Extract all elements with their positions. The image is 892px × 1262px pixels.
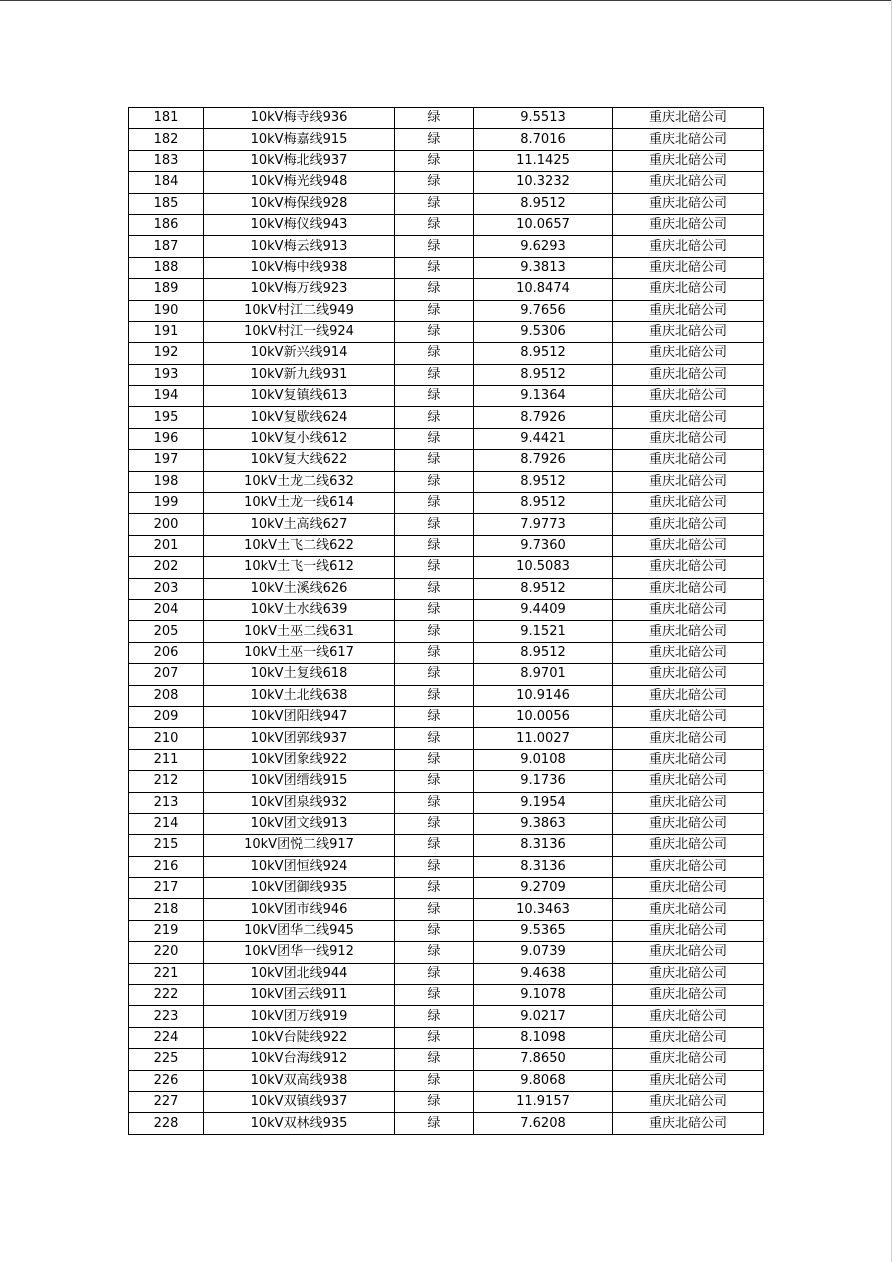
row-index: 220 [129, 942, 204, 963]
company-name: 重庆北碚公司 [613, 514, 764, 535]
line-value: 9.5365 [474, 920, 613, 941]
table-row [129, 835, 764, 856]
line-name: 10kV村江一线924 [204, 321, 395, 342]
row-index: 211 [129, 749, 204, 770]
line-name: 10kV双镇线937 [204, 1091, 395, 1112]
company-name: 重庆北碚公司 [613, 899, 764, 920]
table-row [129, 471, 764, 492]
table-row [129, 150, 764, 171]
row-index: 189 [129, 279, 204, 300]
line-value: 9.2709 [474, 878, 613, 899]
line-value: 9.0739 [474, 942, 613, 963]
table-row [129, 899, 764, 920]
row-index: 212 [129, 771, 204, 792]
status-color: 绿 [395, 172, 474, 193]
company-name: 重庆北碚公司 [613, 214, 764, 235]
row-index: 206 [129, 642, 204, 663]
table-row [129, 985, 764, 1006]
company-name: 重庆北碚公司 [613, 1006, 764, 1027]
line-value: 9.1078 [474, 985, 613, 1006]
company-name: 重庆北碚公司 [613, 963, 764, 984]
line-value: 9.0217 [474, 1006, 613, 1027]
line-value: 9.3863 [474, 813, 613, 834]
status-color: 绿 [395, 706, 474, 727]
status-color: 绿 [395, 129, 474, 150]
table-row [129, 664, 764, 685]
status-color: 绿 [395, 878, 474, 899]
company-name: 重庆北碚公司 [613, 150, 764, 171]
line-value: 8.9512 [474, 193, 613, 214]
line-value: 8.9512 [474, 578, 613, 599]
line-name: 10kV团华一线912 [204, 942, 395, 963]
line-value: 11.9157 [474, 1091, 613, 1112]
company-name: 重庆北碚公司 [613, 343, 764, 364]
status-color: 绿 [395, 300, 474, 321]
status-color: 绿 [395, 407, 474, 428]
table-row [129, 129, 764, 150]
row-index: 223 [129, 1006, 204, 1027]
line-name: 10kV团缙线915 [204, 771, 395, 792]
row-index: 201 [129, 535, 204, 556]
row-index: 193 [129, 364, 204, 385]
table-row [129, 599, 764, 620]
company-name: 重庆北碚公司 [613, 771, 764, 792]
row-index: 217 [129, 878, 204, 899]
table-row [129, 856, 764, 877]
line-name: 10kV双林线935 [204, 1113, 395, 1134]
line-value: 10.3232 [474, 172, 613, 193]
company-name: 重庆北碚公司 [613, 257, 764, 278]
line-name: 10kV复大线622 [204, 450, 395, 471]
status-color: 绿 [395, 792, 474, 813]
row-index: 197 [129, 450, 204, 471]
line-name: 10kV团北线944 [204, 963, 395, 984]
line-value: 10.0056 [474, 706, 613, 727]
row-index: 183 [129, 150, 204, 171]
table-row [129, 878, 764, 899]
status-color: 绿 [395, 214, 474, 235]
status-color: 绿 [395, 557, 474, 578]
table-row [129, 1049, 764, 1070]
row-index: 198 [129, 471, 204, 492]
row-index: 196 [129, 428, 204, 449]
line-value: 8.7926 [474, 450, 613, 471]
row-index: 202 [129, 557, 204, 578]
line-name: 10kV团万线919 [204, 1006, 395, 1027]
company-name: 重庆北碚公司 [613, 664, 764, 685]
line-name: 10kV土巫一线617 [204, 642, 395, 663]
line-name: 10kV团郭线937 [204, 728, 395, 749]
line-name: 10kV梅光线948 [204, 172, 395, 193]
company-name: 重庆北碚公司 [613, 685, 764, 706]
line-name: 10kV村江二线949 [204, 300, 395, 321]
status-color: 绿 [395, 1070, 474, 1091]
table-row [129, 728, 764, 749]
row-index: 224 [129, 1027, 204, 1048]
row-index: 228 [129, 1113, 204, 1134]
company-name: 重庆北碚公司 [613, 985, 764, 1006]
line-name: 10kV团象线922 [204, 749, 395, 770]
line-name: 10kV土巫二线631 [204, 621, 395, 642]
company-name: 重庆北碚公司 [613, 1091, 764, 1112]
company-name: 重庆北碚公司 [613, 813, 764, 834]
status-color: 绿 [395, 899, 474, 920]
line-value: 8.9512 [474, 343, 613, 364]
company-name: 重庆北碚公司 [613, 279, 764, 300]
company-name: 重庆北碚公司 [613, 407, 764, 428]
line-value: 9.1521 [474, 621, 613, 642]
table-row [129, 1027, 764, 1048]
table-row [129, 578, 764, 599]
table-row [129, 257, 764, 278]
status-color: 绿 [395, 578, 474, 599]
line-value: 9.1364 [474, 386, 613, 407]
line-name: 10kV梅万线923 [204, 279, 395, 300]
company-name: 重庆北碚公司 [613, 172, 764, 193]
row-index: 194 [129, 386, 204, 407]
line-name: 10kV复小线612 [204, 428, 395, 449]
table-row [129, 407, 764, 428]
table-row [129, 1006, 764, 1027]
company-name: 重庆北碚公司 [613, 193, 764, 214]
company-name: 重庆北碚公司 [613, 386, 764, 407]
row-index: 186 [129, 214, 204, 235]
line-name: 10kV梅云线913 [204, 236, 395, 257]
line-name: 10kV梅北线937 [204, 150, 395, 171]
line-name: 10kV复镇线613 [204, 386, 395, 407]
company-name: 重庆北碚公司 [613, 1113, 764, 1134]
table-row [129, 343, 764, 364]
row-index: 207 [129, 664, 204, 685]
row-index: 227 [129, 1091, 204, 1112]
company-name: 重庆北碚公司 [613, 835, 764, 856]
company-name: 重庆北碚公司 [613, 856, 764, 877]
status-color: 绿 [395, 771, 474, 792]
status-color: 绿 [395, 321, 474, 342]
line-value: 9.1954 [474, 792, 613, 813]
table-row [129, 450, 764, 471]
table-row [129, 236, 764, 257]
status-color: 绿 [395, 514, 474, 535]
status-color: 绿 [395, 108, 474, 129]
line-name: 10kV梅仪线943 [204, 214, 395, 235]
line-value: 8.3136 [474, 835, 613, 856]
table-row [129, 792, 764, 813]
table-row [129, 364, 764, 385]
line-value: 9.8068 [474, 1070, 613, 1091]
line-name: 10kV团阳线947 [204, 706, 395, 727]
company-name: 重庆北碚公司 [613, 621, 764, 642]
line-value: 11.1425 [474, 150, 613, 171]
status-color: 绿 [395, 856, 474, 877]
table-row [129, 108, 764, 129]
row-index: 181 [129, 108, 204, 129]
line-value: 9.5513 [474, 108, 613, 129]
row-index: 216 [129, 856, 204, 877]
company-name: 重庆北碚公司 [613, 129, 764, 150]
line-data-table [128, 107, 764, 1135]
table-row [129, 386, 764, 407]
status-color: 绿 [395, 450, 474, 471]
row-index: 195 [129, 407, 204, 428]
line-name: 10kV团市线946 [204, 899, 395, 920]
row-index: 214 [129, 813, 204, 834]
table-row [129, 279, 764, 300]
line-name: 10kV团泉线932 [204, 792, 395, 813]
line-value: 8.3136 [474, 856, 613, 877]
status-color: 绿 [395, 386, 474, 407]
table-row [129, 428, 764, 449]
row-index: 219 [129, 920, 204, 941]
status-color: 绿 [395, 236, 474, 257]
status-color: 绿 [395, 920, 474, 941]
table-row [129, 685, 764, 706]
row-index: 191 [129, 321, 204, 342]
table-row [129, 1070, 764, 1091]
line-name: 10kV土飞一线612 [204, 557, 395, 578]
table-row [129, 621, 764, 642]
line-value: 11.0027 [474, 728, 613, 749]
line-value: 9.3813 [474, 257, 613, 278]
table-row [129, 514, 764, 535]
table-row [129, 749, 764, 770]
company-name: 重庆北碚公司 [613, 920, 764, 941]
line-value: 8.1098 [474, 1027, 613, 1048]
line-value: 8.7016 [474, 129, 613, 150]
line-name: 10kV台海线912 [204, 1049, 395, 1070]
table-row [129, 1113, 764, 1134]
status-color: 绿 [395, 257, 474, 278]
table-row [129, 1091, 764, 1112]
table-row [129, 300, 764, 321]
line-name: 10kV土溪线626 [204, 578, 395, 599]
status-color: 绿 [395, 985, 474, 1006]
row-index: 221 [129, 963, 204, 984]
table-row [129, 942, 764, 963]
row-index: 209 [129, 706, 204, 727]
line-value: 8.9512 [474, 471, 613, 492]
line-value: 9.5306 [474, 321, 613, 342]
line-name: 10kV土水线639 [204, 599, 395, 620]
company-name: 重庆北碚公司 [613, 749, 764, 770]
company-name: 重庆北碚公司 [613, 493, 764, 514]
line-value: 9.7656 [474, 300, 613, 321]
table-row [129, 771, 764, 792]
table-row [129, 557, 764, 578]
status-color: 绿 [395, 1091, 474, 1112]
line-name: 10kV团华二线945 [204, 920, 395, 941]
line-value: 10.8474 [474, 279, 613, 300]
line-value: 8.7926 [474, 407, 613, 428]
line-value: 9.4421 [474, 428, 613, 449]
row-index: 208 [129, 685, 204, 706]
line-value: 9.1736 [474, 771, 613, 792]
table-row [129, 193, 764, 214]
status-color: 绿 [395, 599, 474, 620]
status-color: 绿 [395, 728, 474, 749]
table-row [129, 963, 764, 984]
status-color: 绿 [395, 621, 474, 642]
company-name: 重庆北碚公司 [613, 706, 764, 727]
status-color: 绿 [395, 642, 474, 663]
row-index: 182 [129, 129, 204, 150]
company-name: 重庆北碚公司 [613, 942, 764, 963]
row-index: 190 [129, 300, 204, 321]
line-value: 7.6208 [474, 1113, 613, 1134]
company-name: 重庆北碚公司 [613, 599, 764, 620]
row-index: 204 [129, 599, 204, 620]
status-color: 绿 [395, 150, 474, 171]
status-color: 绿 [395, 813, 474, 834]
line-value: 9.0108 [474, 749, 613, 770]
row-index: 218 [129, 899, 204, 920]
row-index: 187 [129, 236, 204, 257]
company-name: 重庆北碚公司 [613, 300, 764, 321]
status-color: 绿 [395, 942, 474, 963]
line-value: 8.9512 [474, 642, 613, 663]
status-color: 绿 [395, 1027, 474, 1048]
row-index: 203 [129, 578, 204, 599]
status-color: 绿 [395, 535, 474, 556]
company-name: 重庆北碚公司 [613, 236, 764, 257]
row-index: 225 [129, 1049, 204, 1070]
line-name: 10kV土飞二线622 [204, 535, 395, 556]
line-name: 10kV台陡线922 [204, 1027, 395, 1048]
row-index: 226 [129, 1070, 204, 1091]
line-value: 8.9512 [474, 493, 613, 514]
status-color: 绿 [395, 193, 474, 214]
line-name: 10kV梅寺线936 [204, 108, 395, 129]
line-name: 10kV团文线913 [204, 813, 395, 834]
status-color: 绿 [395, 749, 474, 770]
company-name: 重庆北碚公司 [613, 578, 764, 599]
row-index: 185 [129, 193, 204, 214]
line-value: 10.3463 [474, 899, 613, 920]
row-index: 210 [129, 728, 204, 749]
row-index: 215 [129, 835, 204, 856]
status-color: 绿 [395, 1113, 474, 1134]
company-name: 重庆北碚公司 [613, 1027, 764, 1048]
table-row [129, 493, 764, 514]
row-index: 222 [129, 985, 204, 1006]
status-color: 绿 [395, 471, 474, 492]
line-name: 10kV团恒线924 [204, 856, 395, 877]
company-name: 重庆北碚公司 [613, 557, 764, 578]
table-row [129, 813, 764, 834]
line-value: 9.7360 [474, 535, 613, 556]
company-name: 重庆北碚公司 [613, 642, 764, 663]
table-row [129, 920, 764, 941]
company-name: 重庆北碚公司 [613, 1070, 764, 1091]
line-name: 10kV梅中线938 [204, 257, 395, 278]
company-name: 重庆北碚公司 [613, 728, 764, 749]
status-color: 绿 [395, 428, 474, 449]
line-name: 10kV双高线938 [204, 1070, 395, 1091]
line-name: 10kV梅保线928 [204, 193, 395, 214]
status-color: 绿 [395, 279, 474, 300]
status-color: 绿 [395, 493, 474, 514]
status-color: 绿 [395, 835, 474, 856]
status-color: 绿 [395, 664, 474, 685]
table-row [129, 535, 764, 556]
line-name: 10kV土高线627 [204, 514, 395, 535]
table-row [129, 214, 764, 235]
line-value: 8.9512 [474, 364, 613, 385]
row-index: 200 [129, 514, 204, 535]
table-body [129, 108, 764, 1135]
page-top-border [0, 0, 892, 1]
line-name: 10kV土复线618 [204, 664, 395, 685]
line-name: 10kV新九线931 [204, 364, 395, 385]
line-name: 10kV土北线638 [204, 685, 395, 706]
line-value: 10.5083 [474, 557, 613, 578]
table-row [129, 706, 764, 727]
company-name: 重庆北碚公司 [613, 471, 764, 492]
row-index: 213 [129, 792, 204, 813]
company-name: 重庆北碚公司 [613, 321, 764, 342]
company-name: 重庆北碚公司 [613, 792, 764, 813]
status-color: 绿 [395, 1006, 474, 1027]
row-index: 184 [129, 172, 204, 193]
status-color: 绿 [395, 685, 474, 706]
line-value: 7.8650 [474, 1049, 613, 1070]
company-name: 重庆北碚公司 [613, 108, 764, 129]
company-name: 重庆北碚公司 [613, 878, 764, 899]
line-value: 7.9773 [474, 514, 613, 535]
company-name: 重庆北碚公司 [613, 1049, 764, 1070]
line-value: 10.9146 [474, 685, 613, 706]
line-name: 10kV新兴线914 [204, 343, 395, 364]
line-name: 10kV复歇线624 [204, 407, 395, 428]
line-name: 10kV团悦二线917 [204, 835, 395, 856]
company-name: 重庆北碚公司 [613, 364, 764, 385]
company-name: 重庆北碚公司 [613, 450, 764, 471]
table-row [129, 172, 764, 193]
line-value: 9.4638 [474, 963, 613, 984]
row-index: 192 [129, 343, 204, 364]
company-name: 重庆北碚公司 [613, 535, 764, 556]
line-value: 10.0657 [474, 214, 613, 235]
status-color: 绿 [395, 364, 474, 385]
line-name: 10kV梅嘉线915 [204, 129, 395, 150]
status-color: 绿 [395, 343, 474, 364]
line-value: 8.9701 [474, 664, 613, 685]
line-name: 10kV土龙二线632 [204, 471, 395, 492]
company-name: 重庆北碚公司 [613, 428, 764, 449]
table-row [129, 642, 764, 663]
row-index: 199 [129, 493, 204, 514]
status-color: 绿 [395, 1049, 474, 1070]
line-value: 9.6293 [474, 236, 613, 257]
line-name: 10kV团云线911 [204, 985, 395, 1006]
line-name: 10kV土龙一线614 [204, 493, 395, 514]
table-row [129, 321, 764, 342]
status-color: 绿 [395, 963, 474, 984]
row-index: 205 [129, 621, 204, 642]
line-name: 10kV团御线935 [204, 878, 395, 899]
row-index: 188 [129, 257, 204, 278]
line-value: 9.4409 [474, 599, 613, 620]
